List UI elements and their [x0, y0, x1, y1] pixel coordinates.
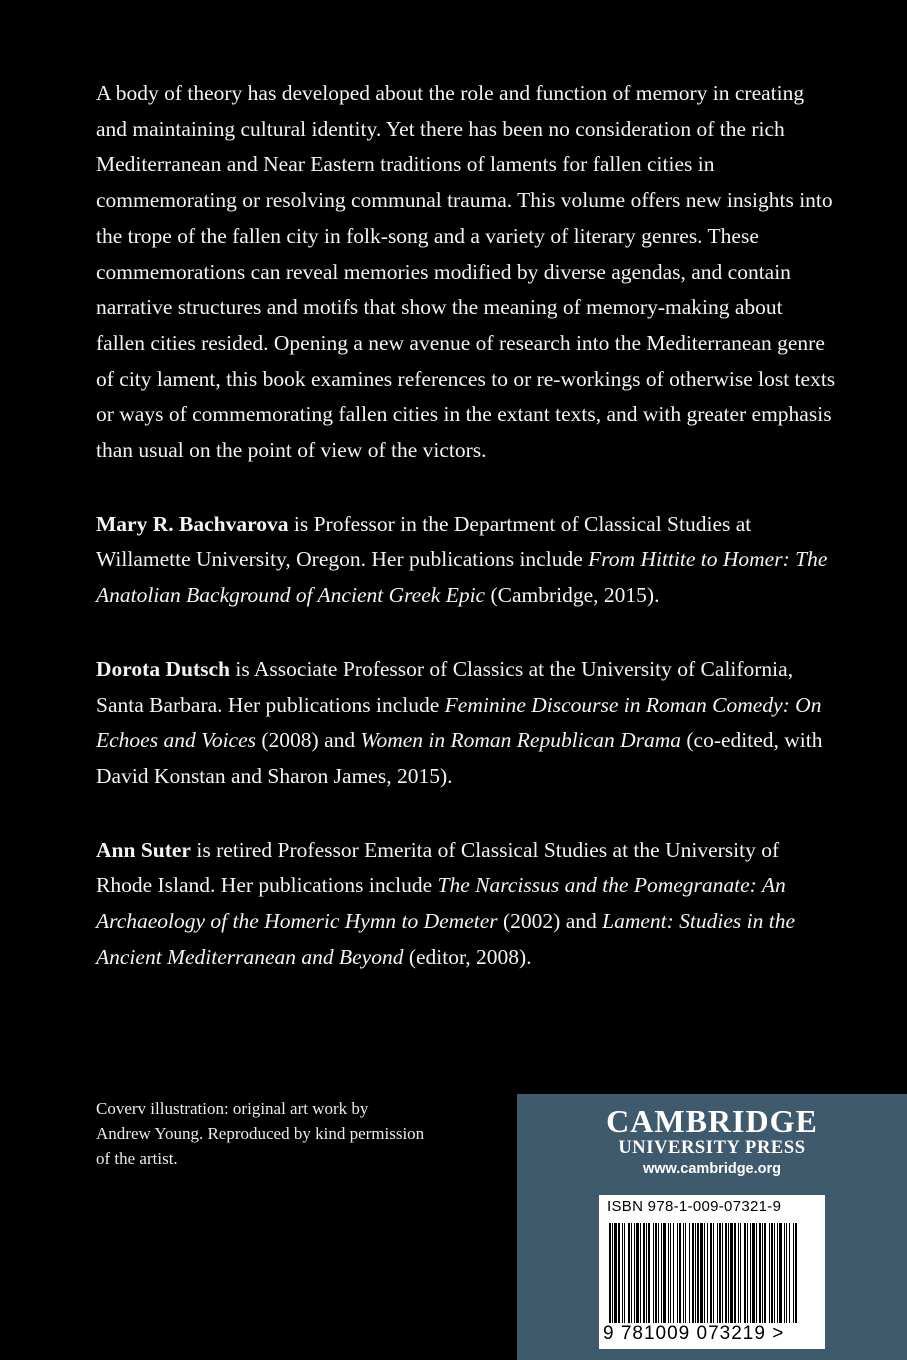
publisher-logo — [597, 1104, 827, 1158]
bio-text: (editor, 2008). — [403, 944, 532, 969]
barcode-bar — [710, 1223, 712, 1323]
barcode-bar — [668, 1223, 669, 1323]
bio-text: (Cambridge, 2015). — [485, 583, 660, 608]
author-bio-dutsch — [96, 652, 836, 795]
barcode-bar — [624, 1223, 625, 1323]
bio-text: (co-edited, with David Konstan and Sharon James, 2015). — [96, 728, 823, 788]
barcode-bar — [756, 1223, 757, 1323]
publisher-name-line1: CAMBRIDGE — [606, 1103, 818, 1139]
barcode-bar — [658, 1223, 659, 1323]
author-bio-bachvarova — [96, 507, 836, 614]
barcode-bar — [670, 1223, 671, 1323]
barcode-bar — [612, 1223, 613, 1323]
barcode-bar — [789, 1223, 790, 1323]
barcode-bar — [771, 1223, 773, 1323]
back-cover-text — [96, 76, 836, 1013]
author-name: Mary R. Bachvarova — [96, 511, 289, 536]
barcode-bar — [730, 1223, 733, 1323]
barcode-bar — [740, 1223, 741, 1323]
publisher-name-line2: UNIVERSITY PRESS — [618, 1138, 806, 1158]
barcode-bar — [683, 1223, 684, 1323]
barcode-bar — [609, 1223, 611, 1323]
publisher-url: www.cambridge.org — [642, 1161, 782, 1177]
barcode-bar — [689, 1223, 690, 1323]
barcode-bar — [697, 1223, 699, 1323]
barcode-bar — [692, 1223, 694, 1323]
cover-illustration-credit: Coverv illustration: original art work by Andrew Young. Reproduced by kind permission of the artist. — [96, 1099, 425, 1168]
barcode-bar — [784, 1223, 785, 1323]
barcode-bar — [707, 1223, 708, 1323]
author-name: Ann Suter — [96, 837, 191, 862]
barcode-bar — [643, 1223, 645, 1323]
barcode-bar — [744, 1223, 746, 1323]
barcode-bars — [609, 1223, 799, 1323]
barcode-bar — [722, 1223, 723, 1323]
bio-text: (2002) and — [497, 909, 603, 934]
barcode-bar — [713, 1223, 714, 1323]
barcode-bar — [661, 1223, 662, 1323]
barcode-bar — [728, 1223, 729, 1323]
author-name: Dorota Dutsch — [96, 656, 230, 681]
book-title: Feminine Discourse in Roman Comedy: On Echoes and Voices — [96, 692, 822, 753]
barcode-bar — [734, 1223, 736, 1323]
bio-text: (2008) and — [256, 728, 361, 753]
barcode-bar — [673, 1223, 674, 1323]
barcode-bar — [655, 1223, 657, 1323]
barcode-bar — [700, 1223, 703, 1323]
book-title: Women in Roman Republican Drama — [360, 728, 681, 753]
barcode-bar — [614, 1223, 617, 1323]
barcode-bar — [717, 1223, 718, 1323]
book-title: From Hittite to Homer: The Anatolian Background of Ancient Greek Epic — [96, 547, 828, 608]
bio-text: is retired Professor Emerita of Classical Studies at the University of Rhode Island. Her publications include — [96, 837, 780, 898]
barcode-bar — [764, 1223, 766, 1323]
barcode-bar — [779, 1223, 782, 1323]
ean-digits: 9 781009 073219 > — [603, 1323, 785, 1344]
barcode-bar — [759, 1223, 761, 1323]
barcode-bar — [695, 1223, 696, 1323]
barcode-bar — [752, 1223, 755, 1323]
barcode-bar — [677, 1223, 678, 1323]
bio-text: is Professor in the Department of Classical Studies at Willamette University, Oregon. Her publications include — [96, 511, 752, 572]
barcode-bar — [725, 1223, 727, 1323]
barcode-bar — [777, 1223, 778, 1323]
barcode-bar — [793, 1223, 794, 1323]
book-title: Lament: Studies in the Ancient Mediterranean and Beyond — [96, 909, 796, 969]
barcode-bar — [685, 1223, 686, 1323]
barcode-bar — [679, 1223, 681, 1323]
barcode-bar — [762, 1223, 763, 1323]
barcode-bar — [622, 1223, 623, 1323]
barcode-bar — [636, 1223, 639, 1323]
barcode-bar — [631, 1223, 632, 1323]
barcode-bar — [653, 1223, 654, 1323]
barcode-bar — [786, 1223, 787, 1323]
book-description: A body of theory has developed about the role and function of memory in creating and maintaining cultural identity. Yet there has been no consideration of the rich Mediterranean and Near Eastern traditions of laments for fallen cities in commemorating or resolving communal trauma. This volume offers new insights into the trope of the fallen city in folk-song and a variety of literary genres. These commemorations can reveal memories modified by diverse agendas, and contain narrative structures and motifs that show the meaning of memory-making about fallen cities resided. Opening a new avenue of research into the Mediterranean genre of city lament, this book examines references to or re-workings of otherwise lost texts or ways of commemorating fallen cities in the extant texts, and with greater emphasis than usual on the point of view of the victors. — [96, 81, 836, 463]
bio-text: is Associate Professor of Classics at the University of California, Santa Barbara. Her publications include — [96, 656, 794, 717]
book-title: The Narcissus and the Pomegranate: An Archaeology of the Homeric Hymn to Demeter — [96, 873, 786, 934]
barcode-bar — [663, 1223, 666, 1323]
barcode-bar — [640, 1223, 641, 1323]
author-bio-suter — [96, 833, 836, 976]
barcode-bar — [795, 1223, 797, 1323]
barcode-bar — [634, 1223, 635, 1323]
barcode-bar — [704, 1223, 705, 1323]
barcode-bar — [774, 1223, 775, 1323]
barcode-bar — [738, 1223, 739, 1323]
barcode-bar — [747, 1223, 748, 1323]
barcode-bar — [769, 1223, 770, 1323]
barcode-bar — [719, 1223, 721, 1323]
barcode-bar — [618, 1223, 620, 1323]
barcode-bar — [646, 1223, 647, 1323]
barcode-bar — [628, 1223, 630, 1323]
barcode-bar — [750, 1223, 751, 1323]
isbn-barcode — [599, 1195, 825, 1349]
barcode-bar — [648, 1223, 650, 1323]
publisher-panel — [517, 1094, 907, 1360]
isbn-label: ISBN 978-1-009-07321-9 — [607, 1198, 782, 1215]
